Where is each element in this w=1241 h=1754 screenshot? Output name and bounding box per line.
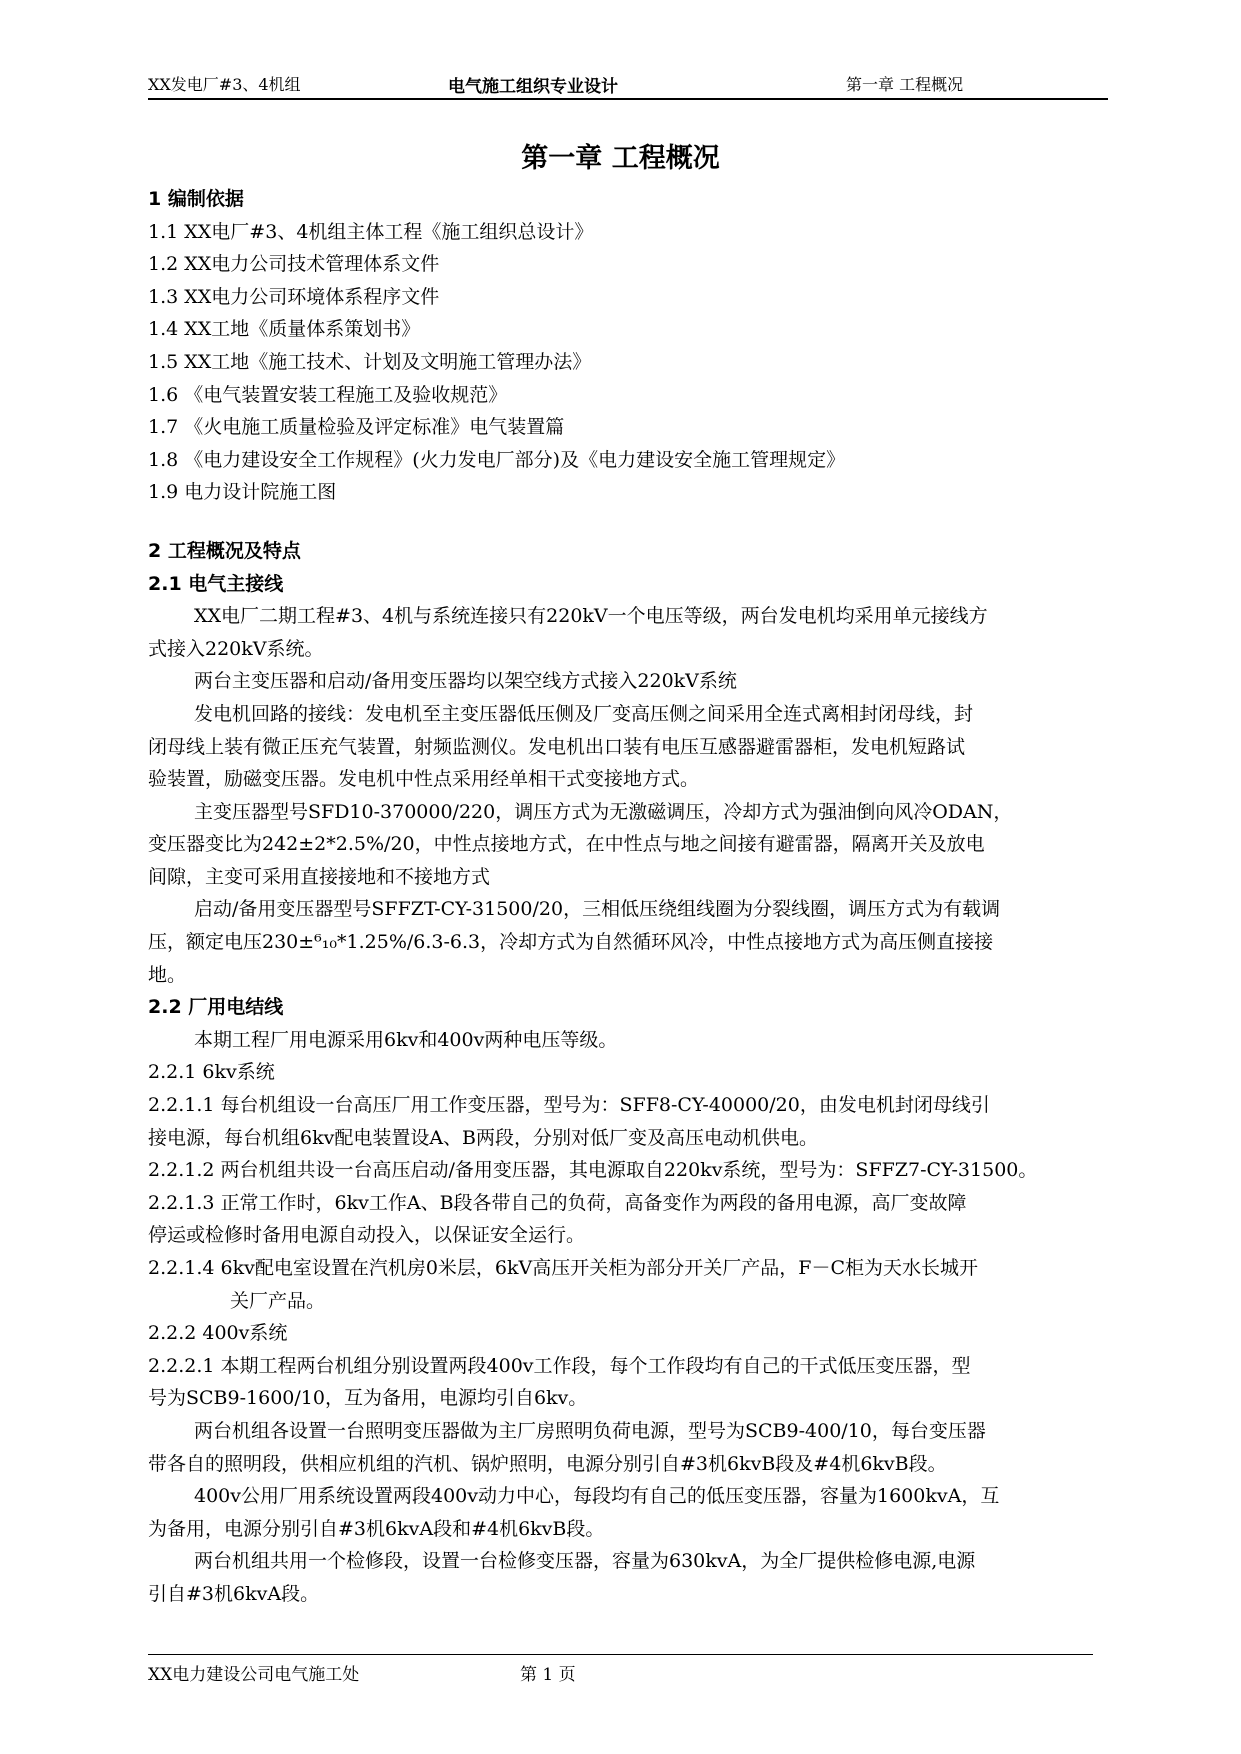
text-line: 2.2.2 400v系统 [148, 1322, 288, 1345]
text-line: 停运或检修时备用电源自动投入，以保证安全运行。 [148, 1224, 586, 1247]
header-left: XX发电厂#3、4机组 [148, 75, 301, 94]
text-line: 地。 [148, 963, 187, 986]
text-line: 发电机回路的接线：发电机至主变压器低压侧及厂变高压侧之间采用全连式离相封闭母线，封 [194, 702, 974, 725]
text-line: 400v公用厂用系统设置两段400v动力中心，每段均有自己的低压变压器，容量为1600kvA，互 [194, 1485, 1000, 1508]
text-line: 2.2.1 6kv系统 [148, 1061, 275, 1084]
text-line: 验装置，励磁变压器。发电机中性点采用经单相干式变接地方式。 [148, 768, 700, 791]
footer-divider [148, 1654, 1093, 1655]
chapter-title: 第一章 工程概况 [521, 143, 720, 174]
section-heading: 2.2 厂用电结线 [148, 996, 284, 1019]
text-line: 闭母线上装有微正压充气装置，射频监测仪。发电机出口装有电压互感器避雷器柜，发电机短路试 [148, 735, 966, 758]
text-line: 2.2.1.3 正常工作时，6kv工作A、B段各带自己的负荷，高备变作为两段的备用电源，高厂变故障 [148, 1191, 967, 1214]
text-line: 1.5 XX工地《施工技术、计划及文明施工管理办法》 [148, 350, 592, 373]
page-header [148, 64, 1108, 100]
text-line: 变压器变比为242±2*2.5%/20，中性点接地方式，在中性点与地之间接有避雷器，隔离开关及放电 [148, 833, 985, 856]
text-line: 压，额定电压230±⁶₁₀*1.25%/6.3-6.3，冷却方式为自然循环风冷，中性点接地方式为高压侧直接接 [148, 931, 994, 954]
text-line: 引自#3机6kvA段。 [148, 1582, 320, 1605]
text-line: 两台机组各设置一台照明变压器做为主厂房照明负荷电源，型号为SCB9-400/10，每台变压器 [194, 1419, 986, 1442]
text-line: 1.6 《电气装置安装工程施工及验收规范》 [148, 383, 508, 406]
text-line: 1.1 XX电厂#3、4机组主体工程《施工组织总设计》 [148, 220, 594, 243]
text-line: 本期工程厂用电源采用6kv和400v两种电压等级。 [194, 1028, 618, 1051]
text-line: 两台机组共用一个检修段，设置一台检修变压器，容量为630kvA，为全厂提供检修电源,电源 [194, 1550, 976, 1573]
text-line: 1.3 XX电力公司环境体系程序文件 [148, 285, 440, 308]
text-line: 主变压器型号SFD10-370000/220，调压方式为无激磁调压，冷却方式为强油倒向风冷ODAN， [194, 800, 1013, 823]
text-line: 2.2.1.2 两台机组共设一台高压启动/备用变压器，其电源取自220kv系统，型号为：SFFZ7-CY-31500。 [148, 1159, 1038, 1182]
text-line: 关厂产品。 [230, 1289, 326, 1312]
text-line: 2.2.2.1 本期工程两台机组分别设置两段400v工作段，每个工作段均有自己的干式低压变压器，型 [148, 1354, 971, 1377]
text-line: 为备用，电源分别引自#3机6kvA段和#4机6kvB段。 [148, 1517, 605, 1540]
section-heading: 2 工程概况及特点 [148, 539, 301, 562]
text-line: 1.9 电力设计院施工图 [148, 481, 337, 504]
text-line: 式接入220kV系统。 [148, 637, 324, 660]
spacer [148, 509, 1108, 535]
text-line: 1.2 XX电力公司技术管理体系文件 [148, 253, 440, 276]
text-line: 接电源，每台机组6kv配电装置设A、B两段，分别对低厂变及高压电动机供电。 [148, 1126, 819, 1149]
text-line: 启动/备用变压器型号SFFZT-CY-31500/20，三相低压绕组线圈为分裂线圈，调压方式为有载调 [194, 898, 1001, 921]
text-line: 1.4 XX工地《质量体系策划书》 [148, 318, 421, 341]
header-right: 第一章 工程概况 [846, 75, 964, 94]
footer-left: XX电力建设公司电气施工处 [148, 1665, 360, 1685]
section-heading: 2.1 电气主接线 [148, 572, 284, 595]
text-line: 带各自的照明段，供相应机组的汽机、锅炉照明，电源分别引自#3机6kvB段及#4机6kvB段。 [148, 1452, 947, 1475]
text-line: 号为SCB9-1600/10，互为备用，电源均引自6kv。 [148, 1387, 588, 1410]
text-line: 2.2.1.1 每台机组设一台高压厂用工作变压器，型号为：SFF8-CY-40000/20，由发电机封闭母线引 [148, 1094, 990, 1117]
text-line: 两台主变压器和启动/备用变压器均以架空线方式接入220kV系统 [194, 670, 737, 693]
text-line: 间隙，主变可采用直接接地和不接地方式 [148, 865, 491, 888]
document-body [148, 183, 1108, 1611]
text-line: 2.2.1.4 6kv配电室设置在汽机房0米层，6kV高压开关柜为部分开关厂产品，F－C柜为天水长城开 [148, 1257, 978, 1279]
header-center: 电气施工组织专业设计 [448, 77, 618, 97]
page-number: 第 1 页 [520, 1665, 576, 1685]
section-heading: 1 编制依据 [148, 188, 244, 210]
text-line: 1.7 《火电施工质量检验及评定标准》电气装置篇 [148, 416, 565, 439]
text-line: XX电厂二期工程#3、4机与系统连接只有220kV一个电压等级，两台发电机均采用单元接线方 [194, 605, 988, 628]
text-line: 1.8 《电力建设安全工作规程》(火力发电厂部分)及《电力建设安全施工管理规定》 [148, 448, 846, 471]
